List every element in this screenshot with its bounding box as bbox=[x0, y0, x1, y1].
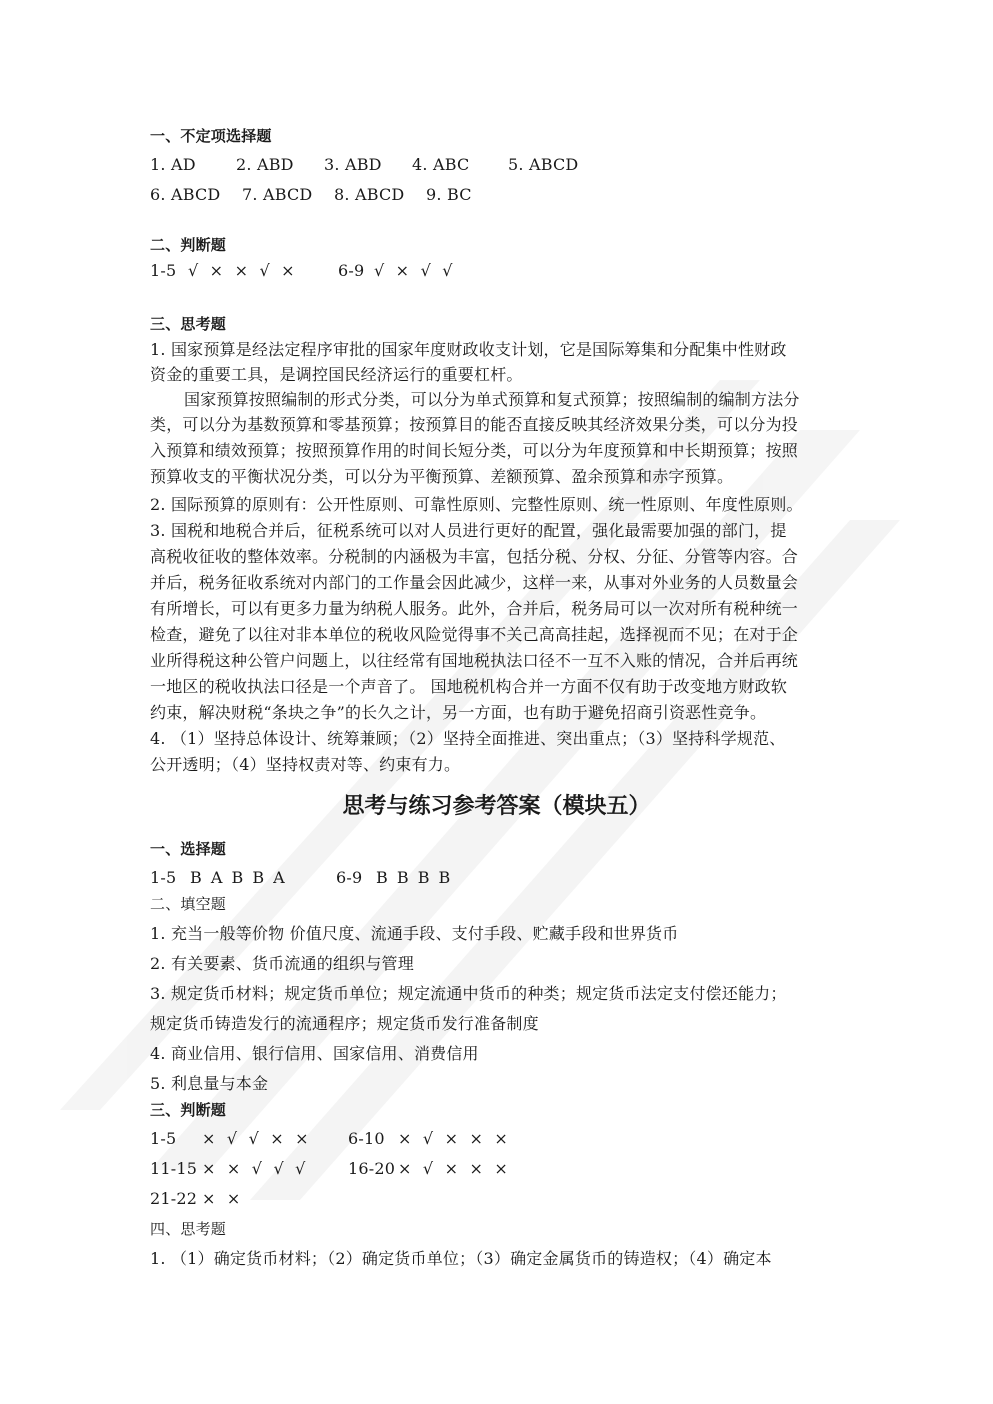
section-heading-true-false: 三、判断题 bbox=[150, 1101, 227, 1119]
judgement-row bbox=[150, 1158, 850, 1180]
answer-row bbox=[150, 867, 850, 889]
range-label: 21-22 bbox=[150, 1189, 198, 1208]
paragraph-line: 1. （1）确定货币材料；（2）确定货币单位；（3）确定金属货币的铸造权；（4）确定本 bbox=[150, 1249, 772, 1268]
answer-item: 5. ABCD bbox=[508, 155, 579, 174]
judgement-marks: × √ × × × bbox=[398, 1159, 508, 1178]
range-label: 6-10 bbox=[348, 1129, 385, 1148]
section-heading-fill-blank: 二、填空题 bbox=[150, 895, 227, 913]
paragraph-line: 业所得税这种公管户问题上，以往经常有国地税执法口径不一互不入账的情况，合并后再统 bbox=[150, 651, 799, 670]
paragraph-line: 有所增长，可以有更多力量为纳税人服务。此外，合并后，税务局可以一次对所有税种统一 bbox=[150, 599, 799, 618]
paragraph-line: 国家预算按照编制的形式分类，可以分为单式预算和复式预算；按照编制的编制方法分 bbox=[184, 390, 800, 409]
choice-answers: B B B B bbox=[376, 868, 453, 887]
judgement-row bbox=[150, 1128, 850, 1150]
paragraph-line: 5. 利息量与本金 bbox=[150, 1074, 269, 1093]
answer-item: 2. ABD bbox=[236, 155, 294, 174]
paragraph-line: 类，可以分为基数预算和零基预算；按预算目的能否直接反映其经济效果分类，可以分为投 bbox=[150, 415, 799, 434]
paragraph-line: 规定货币铸造发行的流通程序；规定货币发行准备制度 bbox=[150, 1014, 539, 1033]
section-heading-choice: 一、选择题 bbox=[150, 840, 227, 858]
answer-item: 7. ABCD bbox=[242, 185, 313, 204]
range-label: 1-5 bbox=[150, 868, 177, 887]
answer-item: 9. BC bbox=[426, 185, 472, 204]
judgement-row bbox=[150, 260, 850, 282]
paragraph-line: 约束，解决财税“条块之争”的长久之计，另一方面，也有助于避免招商引资恶性竞争。 bbox=[150, 703, 767, 722]
answer-row bbox=[150, 154, 850, 176]
section-heading-true-false: 二、判断题 bbox=[150, 236, 227, 254]
paragraph-line: 4. （1）坚持总体设计、统筹兼顾；（2）坚持全面推进、突出重点；（3）坚持科学规范、 bbox=[150, 729, 786, 748]
judgement-marks: × × bbox=[202, 1189, 241, 1208]
answer-item: 3. ABD bbox=[324, 155, 382, 174]
judgement-marks: × √ × × × bbox=[398, 1129, 508, 1148]
paragraph-line: 2. 国际预算的原则有：公开性原则、可靠性原则、完整性原则、统一性原则、年度性原则。 bbox=[150, 495, 803, 514]
judgement-marks: × √ √ × × bbox=[202, 1129, 309, 1148]
section-heading-multiple-choice: 一、不定项选择题 bbox=[150, 127, 272, 145]
answer-item: 6. ABCD bbox=[150, 185, 221, 204]
judgement-marks: √ × √ √ bbox=[374, 261, 453, 280]
judgement-row bbox=[150, 1188, 850, 1210]
range-label: 16-20 bbox=[348, 1159, 396, 1178]
answer-item: 8. ABCD bbox=[334, 185, 405, 204]
paragraph-line: 资金的重要工具，是调控国民经济运行的重要杠杆。 bbox=[150, 365, 523, 384]
judgement-marks: × × √ √ √ bbox=[202, 1159, 306, 1178]
answer-item: 4. ABC bbox=[412, 155, 470, 174]
paragraph-line: 4. 商业信用、银行信用、国家信用、消费信用 bbox=[150, 1044, 479, 1063]
range-label: 6-9 bbox=[338, 261, 365, 280]
choice-answers: B A B B A bbox=[190, 868, 287, 887]
answer-row bbox=[150, 184, 850, 206]
paragraph-line: 3. 国税和地税合并后，征税系统可以对人员进行更好的配置，强化最需要加强的部门，提 bbox=[150, 521, 787, 540]
section-heading-discussion: 三、思考题 bbox=[150, 315, 227, 333]
paragraph-line: 并后，税务征收系统对内部门的工作量会因此减少，这样一来，从事对外业务的人员数量会 bbox=[150, 573, 799, 592]
paragraph-line: 2. 有关要素、货币流通的组织与管理 bbox=[150, 954, 414, 973]
range-label: 1-5 bbox=[150, 1129, 177, 1148]
range-label: 1-5 bbox=[150, 261, 177, 280]
paragraph-line: 预算收支的平衡状况分类，可以分为平衡预算、差额预算、盈余预算和赤字预算。 bbox=[150, 467, 734, 486]
range-label: 6-9 bbox=[336, 868, 363, 887]
paragraph-line: 3. 规定货币材料；规定货币单位；规定流通中货币的种类；规定货币法定支付偿还能力； bbox=[150, 984, 787, 1003]
range-label: 11-15 bbox=[150, 1159, 198, 1178]
paragraph-line: 公开透明；（4）坚持权责对等、约束有力。 bbox=[150, 755, 461, 774]
paragraph-line: 检查，避免了以往对非本单位的税收风险觉得事不关己高高挂起，选择视而不见；在对于企 bbox=[150, 625, 799, 644]
paragraph-line: 1. 充当一般等价物 价值尺度、流通手段、支付手段、贮藏手段和世界货币 bbox=[150, 924, 679, 943]
paragraph-line: 高税收征收的整体效率。分税制的内涵极为丰富，包括分税、分权、分征、分管等内容。合 bbox=[150, 547, 799, 566]
answer-item: 1. AD bbox=[150, 155, 196, 174]
page-title: 思考与练习参考答案（模块五） bbox=[342, 794, 651, 819]
paragraph-line: 一地区的税收执法口径是一个声音了。 国地税机构合并一方面不仅有助于改变地方财政软 bbox=[150, 677, 788, 696]
paragraph-line: 1. 国家预算是经法定程序审批的国家年度财政收支计划，它是国际筹集和分配集中性财政 bbox=[150, 340, 787, 359]
section-heading-discussion: 四、思考题 bbox=[150, 1220, 227, 1238]
judgement-marks: √ × × √ × bbox=[188, 261, 295, 280]
paragraph-line: 入预算和绩效预算；按照预算作用的时间长短分类，可以分为年度预算和中长期预算；按照 bbox=[150, 441, 799, 460]
